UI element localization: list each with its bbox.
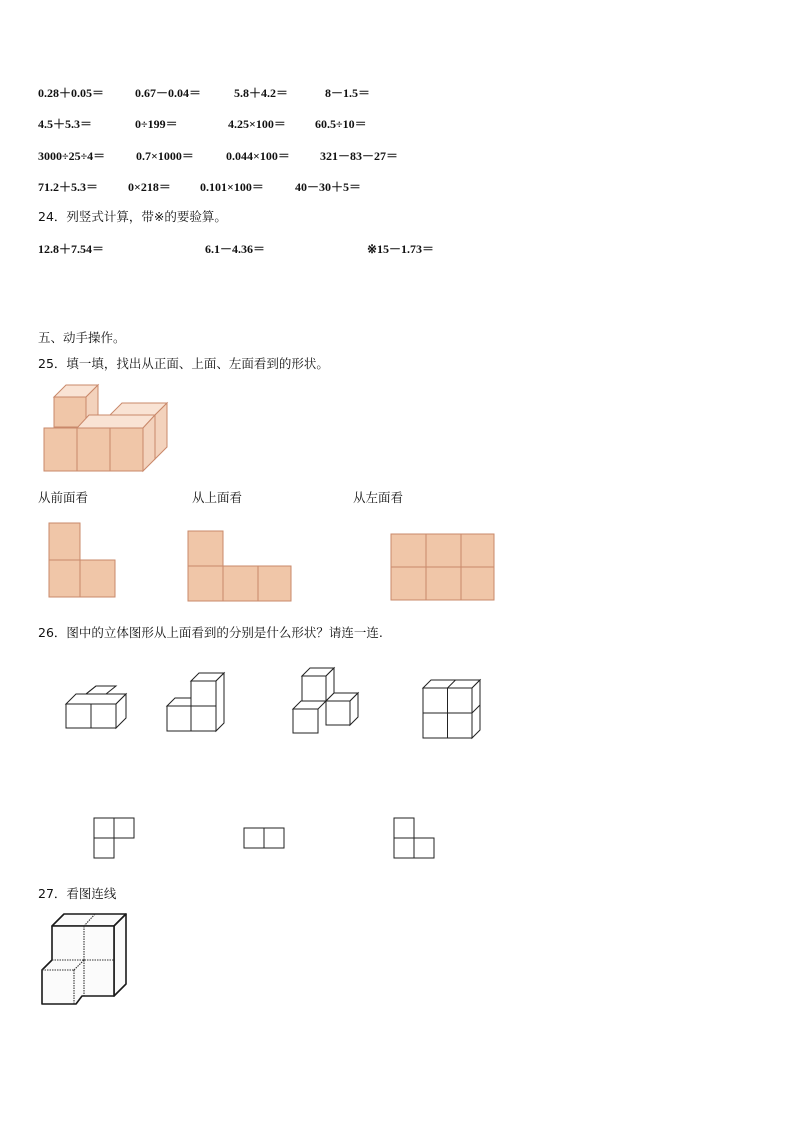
view-label-front: 从前面看 [38,490,89,505]
equation: 4.5＋5.3＝ [38,117,93,131]
question-24-title: 24．列竖式计算，带※的要验算。 [38,209,227,224]
vertical-calc-item: 6.1－4.36＝ [205,242,266,256]
top-view-option-3 [393,817,437,861]
view-label-left: 从左面看 [353,490,404,505]
equation: 0.67－0.04＝ [135,86,202,100]
equation: 0÷199＝ [135,117,178,131]
question-27-title: 27．看图连线 [38,886,117,901]
vertical-calc-item: ※15－1.73＝ [367,242,435,256]
question-26-title: 26．图中的立体图形从上面看到的分别是什么形状？请连一连. [38,625,383,640]
equation: 0.28＋0.05＝ [38,86,105,100]
equation: 8－1.5＝ [325,86,371,100]
equation: 321－83－27＝ [320,149,399,163]
question-25-title: 25．填一填，找出从正面、上面、左面看到的形状。 [38,356,329,371]
solid-figure-2 [166,672,228,734]
solid-figure-3 [292,667,362,735]
equation: 3000÷25÷4＝ [38,149,106,163]
solid-figure-4 [422,679,482,741]
equation: 4.25×100＝ [228,117,286,131]
equation: 0.7×1000＝ [136,149,194,163]
equation: 0.044×100＝ [226,149,290,163]
equation: 5.8＋4.2＝ [234,86,289,100]
equation: 0.101×100＝ [200,180,264,194]
solid-figure-1 [64,686,128,730]
vertical-calc-item: 12.8＋7.54＝ [38,242,105,256]
section-title: 五、动手操作。 [38,330,126,345]
top-view-shape [187,530,293,602]
equation: 60.5÷10＝ [315,117,367,131]
top-view-option-2 [243,827,287,851]
sketch-solid-figure [40,912,132,1008]
left-view-shape [390,533,496,601]
cube-stack-3d [40,385,175,475]
equation: 71.2＋5.3＝ [38,180,99,194]
equation: 0×218＝ [128,180,171,194]
view-label-top: 从上面看 [192,490,243,505]
equation: 40－30＋5＝ [295,180,362,194]
top-view-option-1 [93,817,137,861]
front-view-shape [48,522,118,598]
